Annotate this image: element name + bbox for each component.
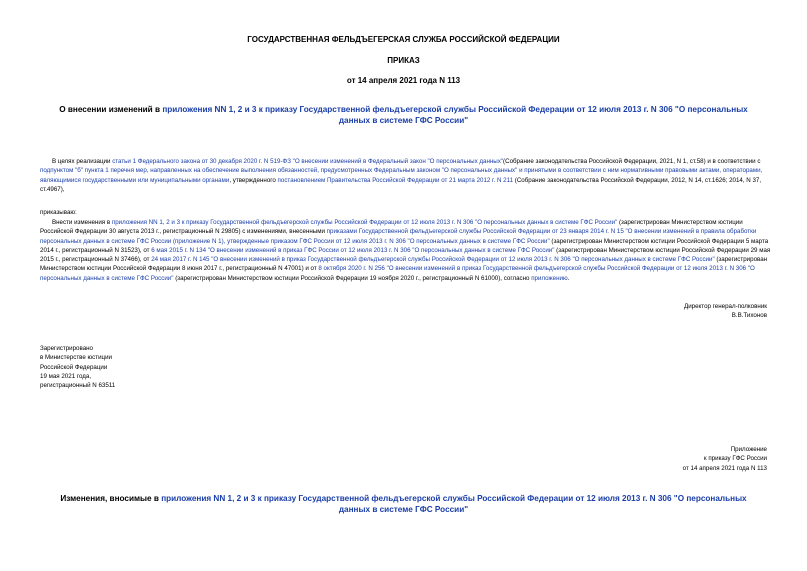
order-link-2020[interactable]: 8 октября 2020 г. N 256 "О внесении изменений в приказ Государственной фельдъегерской службы Российской Федерации от 12 июля 2013 г. N 306 "О персональных данных в системе ГФС России" — [40, 265, 755, 282]
preamble-paragraph — [40, 157, 775, 194]
order-link-2015[interactable]: 6 мая 2015 г. N 134 "О внесении изменений в приказ ГФС России от 12 июля 2013 г. N 306 "О персональных данных в системе ГФС России" — [151, 246, 555, 254]
preamble-link-law[interactable]: статьи 1 Федерального закона от 30 декабря 2020 г. N 519-ФЗ "О внесении изменений в Федеральный закон "О персональных данных" — [112, 158, 504, 165]
preamble-text-3: , утвержденного — [229, 176, 278, 184]
preamble-link-subparagraph[interactable]: подпунктом "б" пункта 1 перечня мер, направленных на обеспечение выполнения обязанностей, предусмотренных Федеральным законом "О персональных данных" и принятыми в соответствии с ним нормативными правовыми актами, операторами, являющимися государственными или муниципальными органами — [40, 167, 763, 184]
appendix-line: от 14 апреля 2021 года N 113 — [682, 464, 767, 472]
order-text-6: (зарегистрирован Министерством юстиции Российской Федерации 19 ноября 2020 г., регистрационный N 61000), согласно — [173, 274, 532, 282]
signature-block — [684, 302, 767, 321]
registration-line: регистрационный N 63511 — [40, 382, 116, 390]
registration-block — [40, 344, 115, 390]
order-link-2014[interactable]: приказами Государственной фельдъегерской службы Российской Федерации от 23 января 2014 г. N 15 "О внесении изменений в правила обработки персональных данных в системе ГФС России (приложение N 1), утвержденные приказом ГФС России от 12 июля 2013 г. N 306 "О персональных данных в системе ГФС России" — [40, 228, 757, 245]
document-title — [52, 104, 755, 126]
organization-heading: ГОСУДАРСТВЕННАЯ ФЕЛЬДЪЕГЕРСКАЯ СЛУЖБА РОССИЙСКОЙ ФЕДЕРАЦИИ — [247, 35, 560, 44]
preamble-link-resolution[interactable]: постановлением Правительства Российской Федерации от 21 марта 2012 г. N 211 — [277, 176, 514, 184]
order-word: приказываю: — [40, 209, 77, 216]
changes-title-text: Изменения, вносимые в — [60, 494, 162, 503]
signature-position: Директор генерал-полковник — [684, 303, 767, 310]
registration-line: 19 мая 2021 года, — [40, 372, 92, 380]
document-type: ПРИКАЗ — [387, 56, 420, 65]
order-link-2017[interactable]: 24 мая 2017 г. N 145 "О внесении изменений в приказ Государственной фельдъегерской службы Российской Федерации от 12 июля 2013 г. N 306 "О персональных данных в системе ГФС России" — [151, 256, 715, 264]
appendix-block — [683, 445, 767, 473]
registration-line: Зарегистрировано — [40, 345, 93, 352]
order-link-appendices[interactable]: приложения NN 1, 2 и 3 к приказу Государственной фельдъегерской службы Российской Федерации от 12 июля 2013 г. N 306 "О персональных данных в системе ГФС России" — [111, 219, 618, 226]
order-text-2: (зарегистрирован Министерством юстиции Российской Федерации 30 августа 2013 г., регистрационный N 29805) с изменениями, внесенными — [40, 219, 743, 236]
changes-title — [52, 493, 755, 515]
preamble-text-2: (Собрание законодательства Российской Федерации, 2021, N 1, ст.58) и в соответствии с — [503, 158, 761, 165]
preamble-text-4: (Собрание законодательства Российской Федерации, 2012, N 14, ст.1626; 2014, N 37, ст.4967), — [40, 176, 762, 193]
appendix-line: Приложение — [730, 446, 767, 453]
signature-name: В.В.Тихонов — [731, 312, 767, 320]
order-text-4: (зарегистрирован Министерством юстиции Российской Федерации 29 мая 2015 г., регистрационный N 37466), от — [40, 246, 771, 264]
registration-line: Российской Федерации — [40, 363, 108, 371]
preamble-text-1: В целях реализации — [52, 158, 113, 165]
changes-title-link[interactable]: приложения NN 1, 2 и 3 к приказу Государственной фельдъегерской службы Российской Федерации от 12 июля 2013 г. N 306 "О персональных данных в системе ГФС России" — [161, 494, 747, 514]
order-paragraph — [40, 218, 775, 283]
title-link[interactable]: приложения NN 1, 2 и 3 к приказу Государственной фельдъегерской службы Российской Федерации от 12 июля 2013 г. N 306 "О персональных данных в системе ГФС России" — [162, 105, 748, 125]
order-text-1: Внести изменения в — [52, 219, 112, 226]
order-link-appendix[interactable]: приложению — [531, 274, 568, 282]
order-text-5: (зарегистрирован Министерством юстиции Российской Федерации 8 июня 2017 г., регистрационный N 47001) и от — [40, 256, 768, 273]
order-text-3: (зарегистрирован Министерством юстиции Российской Федерации 5 марта 2014 г., регистрационный N 31523), от — [40, 237, 769, 254]
document-date: от 14 апреля 2021 года N 113 — [346, 76, 461, 85]
title-text: О внесении изменений в — [59, 105, 163, 114]
order-text-7: . — [567, 274, 570, 282]
appendix-line: к приказу ГФС России — [703, 455, 767, 463]
registration-line: в Министерстве юстиции — [40, 354, 113, 362]
